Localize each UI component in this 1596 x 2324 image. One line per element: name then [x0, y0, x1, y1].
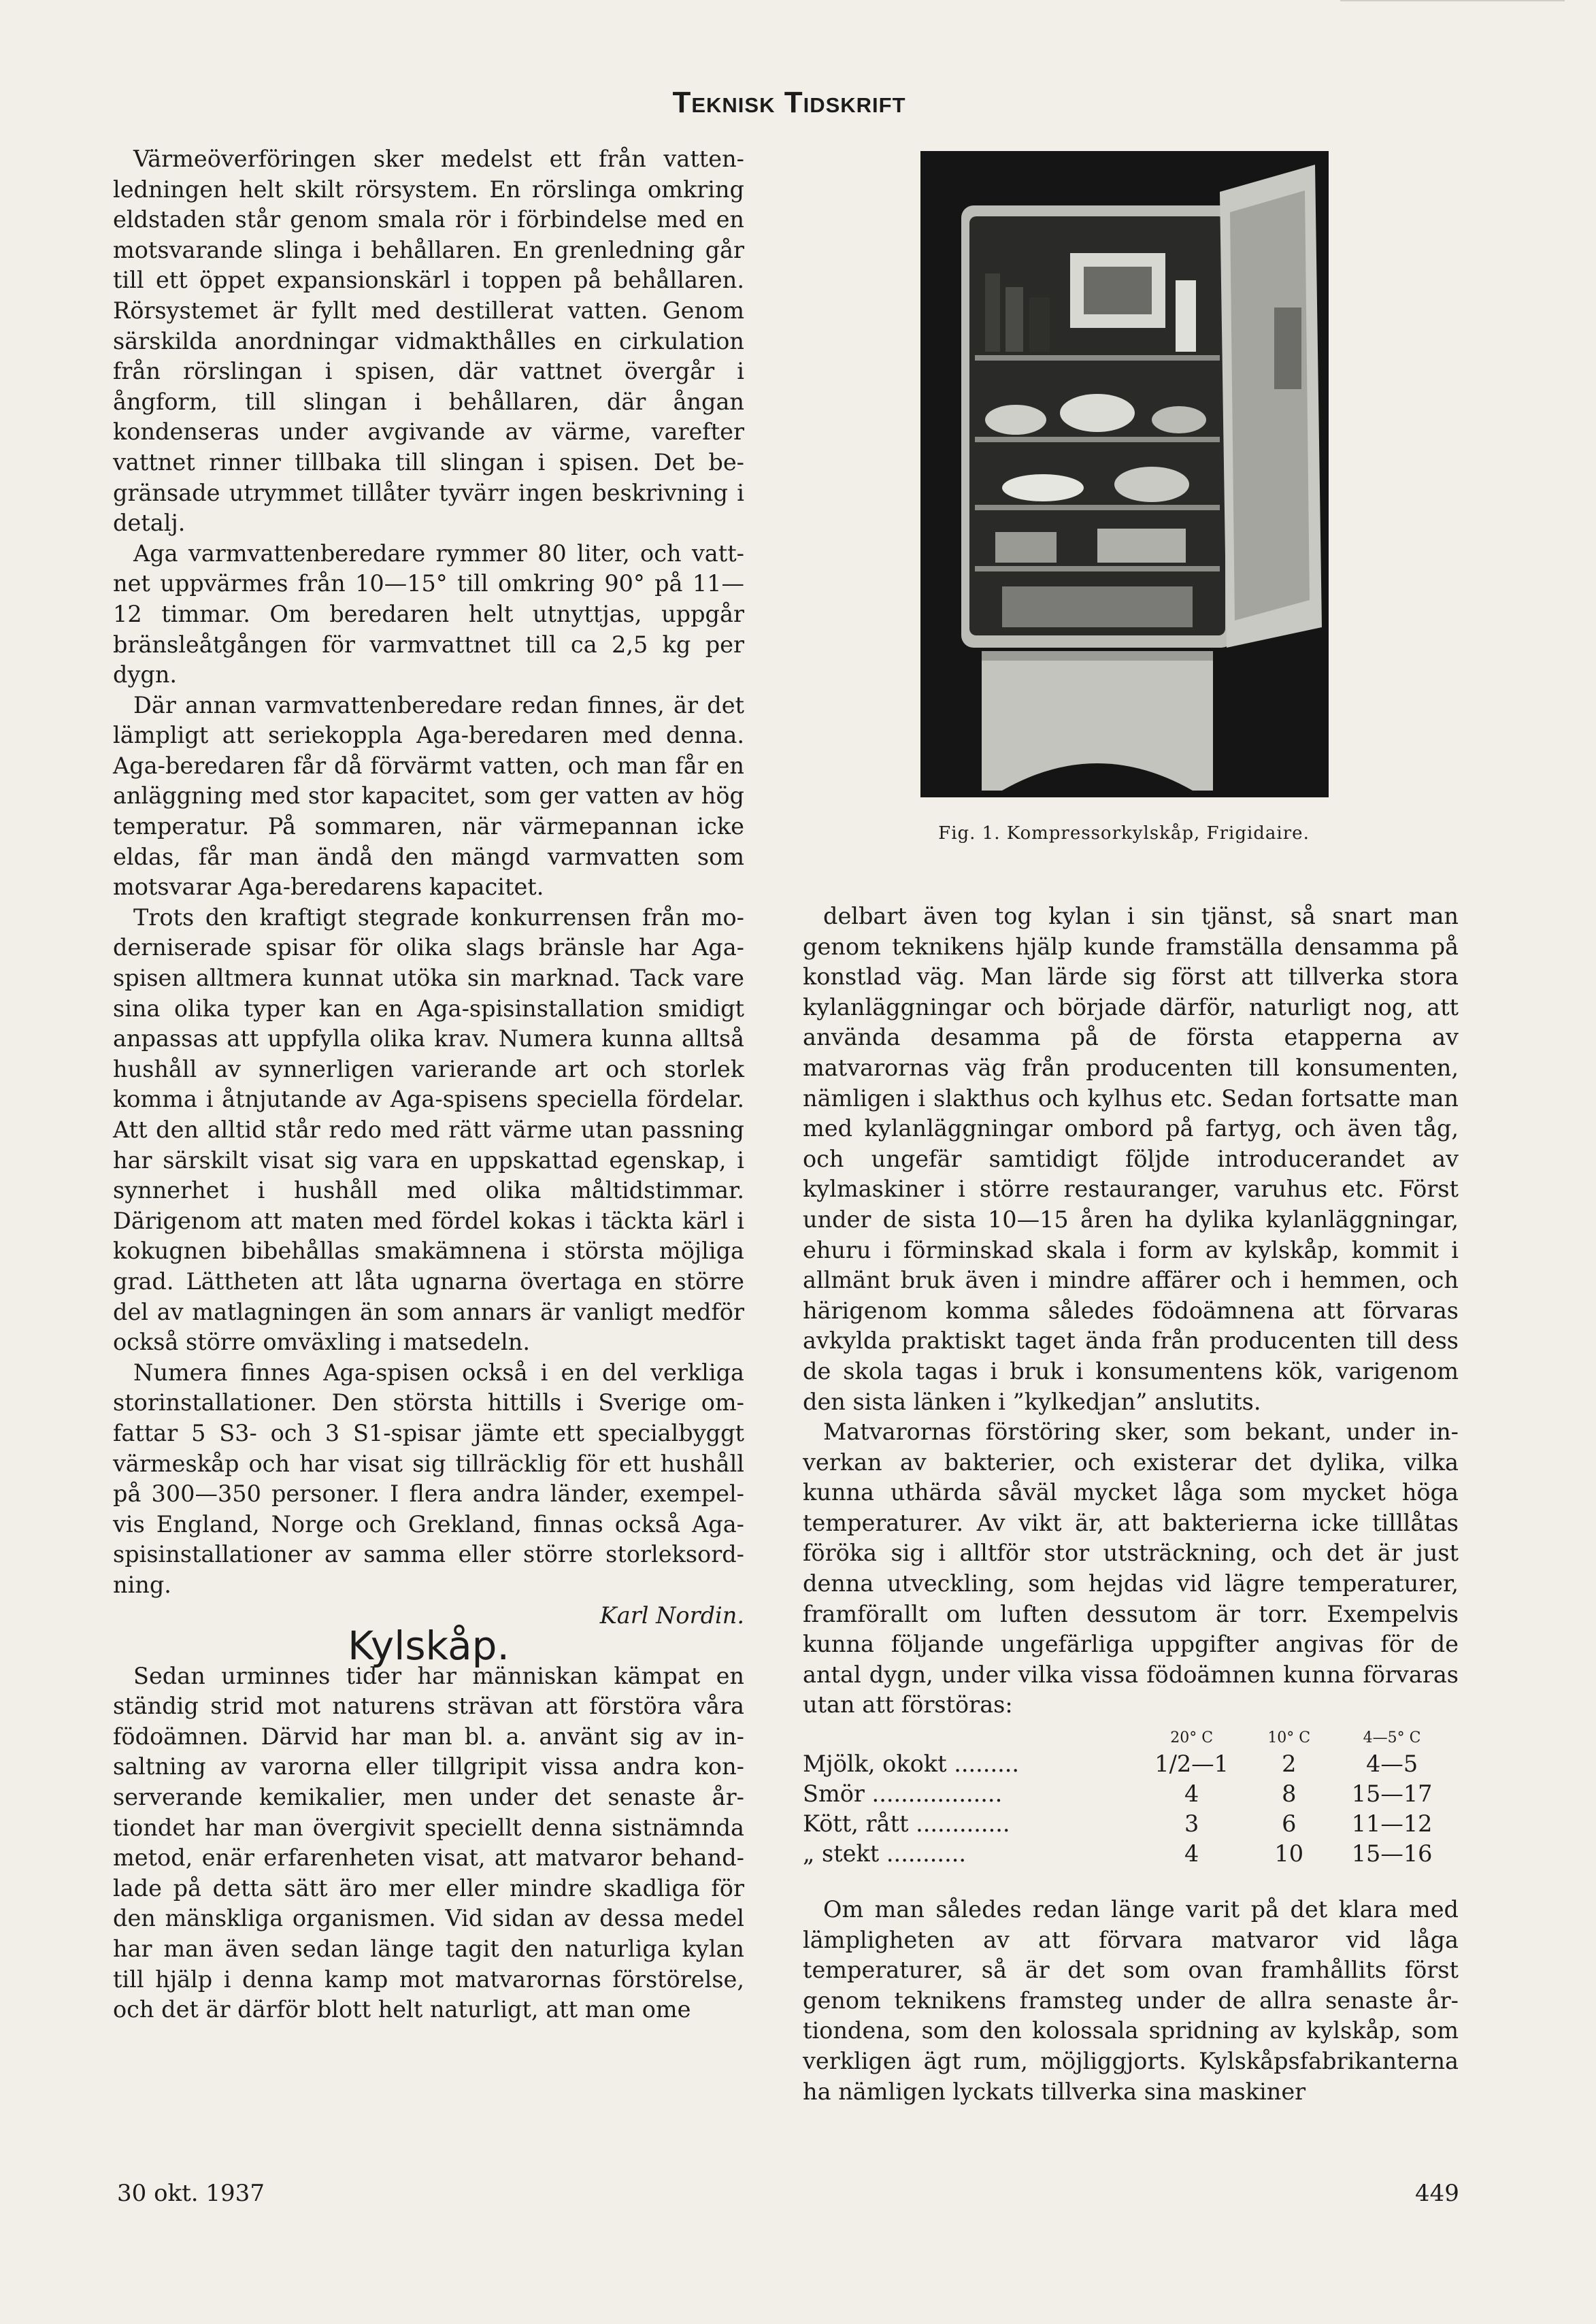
table-cell: 15—16	[1351, 1840, 1433, 1868]
paragraph: Aga varmvattenberedare rymmer 80 liter, och vattnet uppvärmes från 10—15° till omkring 90° på 11—12 timmar. Om beredaren helt utnyttjas, uppgår bränsleåtgången för varmvattnet till ca 2,5 kg per dygn.	[113, 540, 744, 688]
storage-table	[803, 1727, 1459, 1869]
table-cell: 4—5	[1366, 1750, 1418, 1778]
table-cell: 4	[1184, 1780, 1199, 1808]
table-cell: 10	[1274, 1840, 1304, 1868]
table-cell: 3	[1184, 1810, 1199, 1838]
author-signature: Karl Nordin.	[599, 1601, 744, 1629]
left-column	[113, 144, 744, 2025]
paragraph: Där annan varmvattenberedare redan finnes, är det lämpligt att seriekoppla Aga-beredaren med denna. Aga-beredaren får då förvärmt vatten, och man får en anläggning med stor kapacitet, som ger vatten av hög temperatur. På sommaren, när värmepannan icke eldas, får man ändå den mängd varmvatten som motsvarar Aga-beredarens kapacitet.	[113, 691, 744, 901]
table-cell: 4	[1184, 1840, 1199, 1868]
issue-date: 30 okt. 1937	[117, 2180, 265, 2207]
table-cell: Kött, rått .............	[803, 1810, 1010, 1838]
right-column	[803, 901, 1459, 2107]
refrigerator-illustration	[920, 151, 1329, 797]
refrigerator-photo	[920, 151, 1329, 797]
table-row	[803, 1779, 1459, 1809]
table-header-row	[803, 1727, 1459, 1749]
table-cell: Smör ..................	[803, 1780, 1003, 1808]
paragraph: delbart även tog kylan i sin tjänst, så snart man genom teknikens hjälp kunde framställa densamma på konstlad väg. Man lärde sig först att tillverka stora kylanläggningar och började därför, naturligt nog, att använda desamma på de första etapperna av matvarornas väg från producenten till konsumenten, nämligen i slakthus och kylhus etc. Sedan fortsatte man med kylanläggningar ombord på fartyg, och även tåg, och ungefär samtidigt följde introducerandet av kylmaskiner i större restauranger, varuhus etc. Först under de sista 10—15 åren ha dylika kylanläggningar, ehuru i förminskad skala i form av kylskåp, kommit i allmänt bruk även i mindre affärer och i hemmen, och härigenom komma således födoämnena att förvaras avkylda praktiskt taget ända från producenten till dess de skola tagas i bruk i konsumentens kök, varigenom den sista länken i ”kylkedjan” anslutits.	[803, 903, 1459, 1415]
top-rule	[1340, 0, 1565, 1]
table-cell: 1/2—1	[1154, 1750, 1229, 1778]
table-header: 4—5° C	[1363, 1729, 1421, 1747]
paragraph: Sedan urminnes tider har människan kämpat en ständig strid mot naturens strävan att förstöra våra födoämnen. Därvid har man bl. a. använt sig av insaltning av varorna eller tillgripit vissa andra konserverande kemikalier, men under det senaste årtiondet har man övergivit speciellt denna sistnämnda metod, enär erfarenheten visat, att matvaror behandlade på detta sätt äro mer eller mindre skadliga för den mänskliga organismen. Vid sidan av dessa medel har man även sedan länge tagit den naturliga kylan till hjälp i denna kamp mot matvarornas förstörelse, och det är därför blott helt naturligt, att man ome	[113, 1662, 744, 2023]
paragraph: Numera finnes Aga-spisen också i en del verkliga storinstallationer. Den största hittills i Sverige omfattar 5 S3- och 3 S1-spisar jämte ett specialbyggt värmeskåp och har visat sig tillräcklig för ett hushåll på 300—350 personer. I flera andra länder, exempelvis England, Norge och Grekland, finnas också Aga-spisinstallationer av samma eller större storleksordning.	[113, 1359, 744, 1598]
table-cell: 15—17	[1351, 1780, 1433, 1808]
figure-caption: Fig. 1. Kompressorkylskåp, Frigidaire.	[938, 823, 1310, 844]
table-cell: 2	[1282, 1750, 1297, 1778]
table-cell: 6	[1282, 1810, 1297, 1838]
table-cell: 11—12	[1351, 1810, 1433, 1838]
paragraph: Om man således redan länge varit på det klara med lämpligheten av att förvara matvaror vid låga temperaturer, så är det som ovan framhållits först genom teknikens framsteg under de allra senaste årtiondena, som den kolossala spridning av kylskåp, som verkligen ägt rum, möjliggjorts. Kylskåpsfabrikanterna ha nämligen lyckats tillverka sina maskiner	[803, 1896, 1459, 2105]
section-title: Kylskåp.	[348, 1623, 510, 1670]
table-cell: „ stekt ...........	[803, 1840, 967, 1868]
table-cell: 8	[1282, 1780, 1297, 1808]
table-header: 10° C	[1267, 1729, 1311, 1747]
table-header: 20° C	[1170, 1729, 1214, 1747]
table-row	[803, 1749, 1459, 1779]
paragraph: Matvarornas förstöring sker, som bekant, under inverkan av bakterier, och existerar det dylika, vilka kunna uthärda såväl mycket låga som mycket höga temperaturer. Av vikt är, att bakterierna icke tilllåtas föröka sig i alltför stor utsträckning, och det är just denna utveckling, som hejdas vid lägre temperaturer, framförallt om luften dessutom är torr. Exempelvis kunna följande ungefärliga uppgifter angivas för de antal dygn, under vilka vissa födoämnen kunna förvaras utan att förstöras:	[803, 1418, 1459, 1719]
page-number: 449	[1415, 2180, 1459, 2207]
table-cell: Mjölk, okokt .........	[803, 1750, 1020, 1778]
table-row	[803, 1809, 1459, 1839]
table-row	[803, 1839, 1459, 1869]
running-header: Teknisk Tidskrift	[672, 86, 906, 119]
paragraph: Värmeöverföringen sker medelst ett från vattenledningen helt skilt rörsystem. En rörslinga omkring eldstaden står genom smala rör i förbindelse med en motsvarande slinga i behållaren. En grenledning går till ett öppet expansionskärl i toppen på behållaren. Rörsystemet är fyllt med destillerat vatten. Genom särskilda anordningar vidmakthålles en cirkulation från rörslingan i spisen, där vattnet övergår i ångform, till slingan i behållaren, där ångan kondenseras under avgivande av värme, varefter vattnet rinner tillbaka till slingan i spisen. Det begränsade utrymmet tillåter tyvärr ingen beskrivning i detalj.	[113, 146, 744, 537]
table-header	[803, 1727, 1131, 1749]
paragraph: Trots den kraftigt stegrade konkurrensen från moderniserade spisar för olika slags bränsle har Aga-spisen alltmera kunnat utöka sin marknad. Tack vare sina olika typer kan en Aga-spisinstallation smidigt anpassas att uppfylla olika krav. Numera kunna alltså hushåll av synnerligen varierande art och storlek komma i åtnjutande av Aga-spisens speciella fördelar. Att den alltid står redo med rätt värme utan passning har särskilt visat sig vara en uppskattad egenskap, i synnerhet i hushåll med olika måltidstimmar. Därigenom att maten med fördel kokas i täckta kärl i kokugnen bibehållas smakämnena i största möjliga grad. Lättheten att låta ugnarna övertaga en större del av matlagningen än som annars är vanligt medför också större omväxling i matsedeln.	[113, 903, 744, 1356]
